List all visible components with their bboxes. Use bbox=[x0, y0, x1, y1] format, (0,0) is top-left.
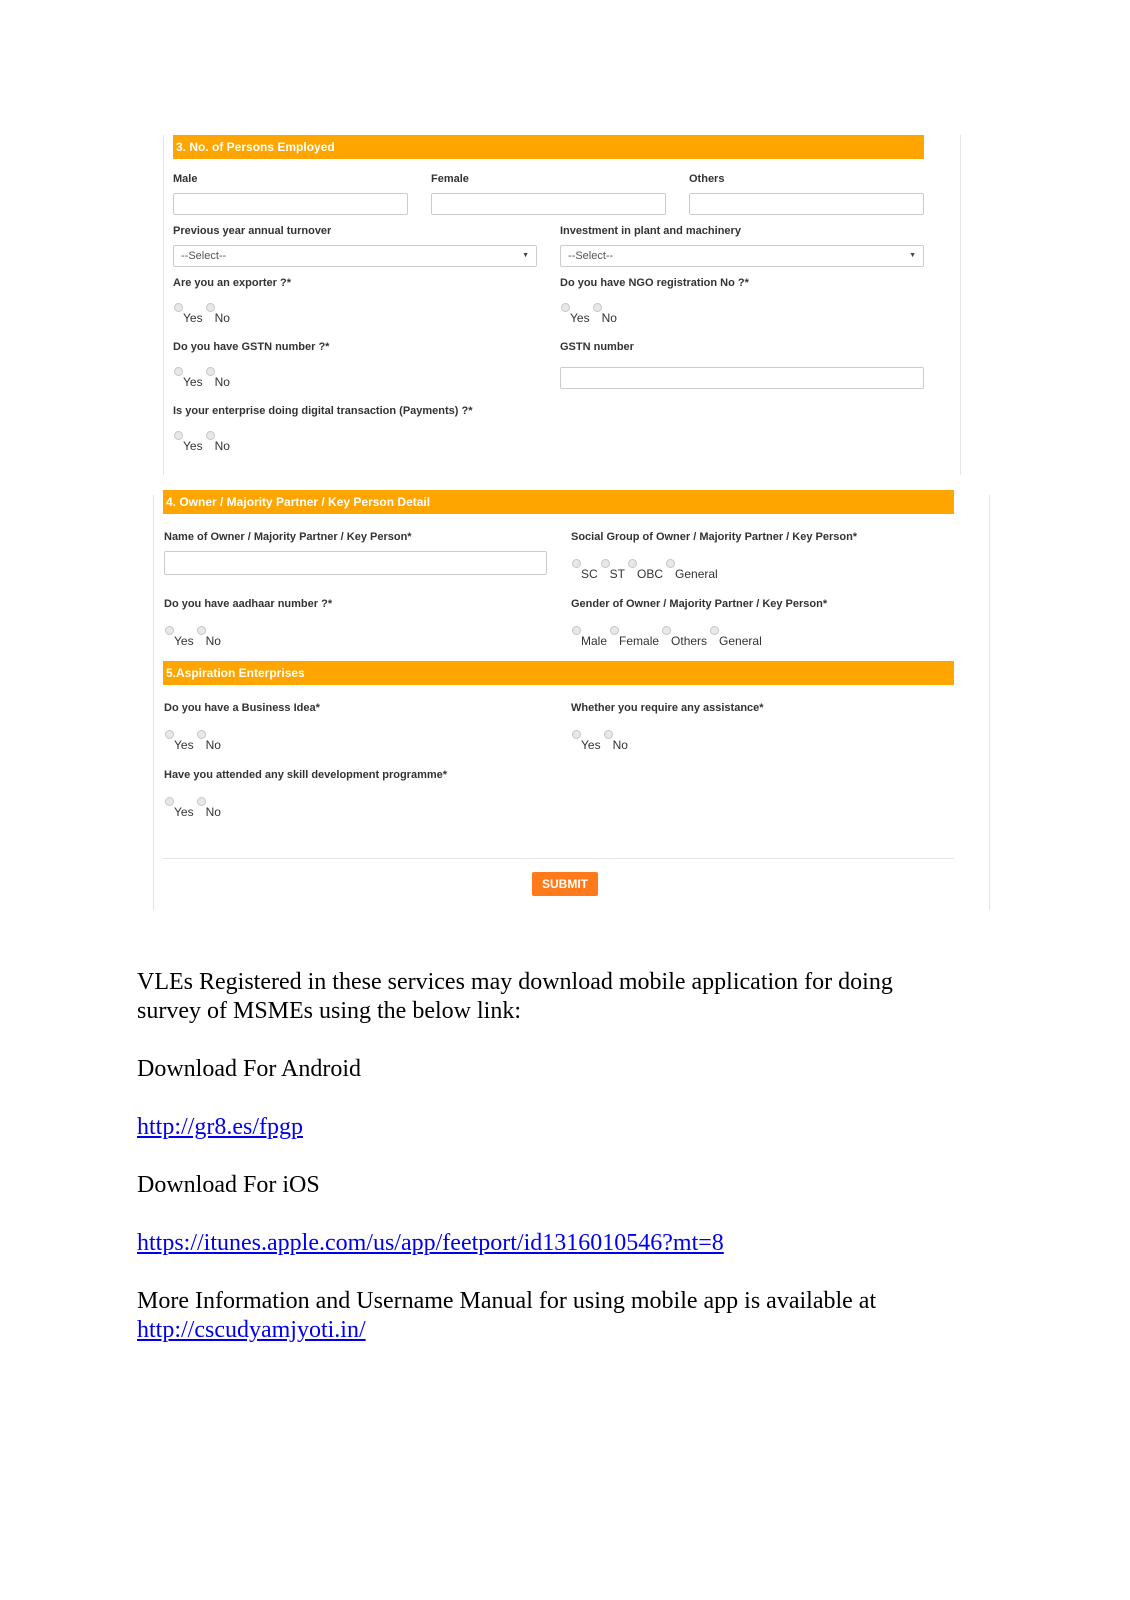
ngo-yes-radio[interactable]: Yes bbox=[561, 305, 590, 319]
info-line: More Information and Username Manual for using mobile app is available at bbox=[137, 1288, 877, 1314]
social-st-radio[interactable]: ST bbox=[601, 561, 625, 575]
others-label: Others bbox=[689, 173, 725, 185]
info-link[interactable]: http://cscudyamjyoti.in/ bbox=[137, 1317, 366, 1343]
radio-circle-icon bbox=[572, 730, 581, 739]
ngo-label: Do you have NGO registration No ?* bbox=[560, 277, 749, 289]
owner-name-input[interactable] bbox=[164, 551, 547, 575]
investment-select-value: --Select-- bbox=[568, 250, 614, 262]
skill-no-radio[interactable]: No bbox=[197, 799, 221, 813]
turnover-label: Previous year annual turnover bbox=[173, 225, 332, 237]
exporter-label: Are you an exporter ?* bbox=[173, 277, 291, 289]
radio-circle-icon bbox=[174, 303, 183, 312]
exporter-yes-radio[interactable]: Yes bbox=[174, 305, 203, 319]
female-input[interactable] bbox=[431, 193, 666, 215]
male-label: Male bbox=[173, 173, 198, 185]
social-obc-radio[interactable]: OBC bbox=[628, 561, 663, 575]
social-group-label: Social Group of Owner / Majority Partner / Key Person* bbox=[571, 531, 858, 543]
aadhaar-yes-radio[interactable]: Yes bbox=[165, 628, 194, 642]
section5-header: 5.Aspiration Enterprises bbox=[163, 661, 954, 685]
submit-button[interactable]: SUBMIT bbox=[532, 872, 598, 896]
aadhaar-label: Do you have aadhaar number ?* bbox=[164, 598, 333, 610]
gender-male-radio[interactable]: Male bbox=[572, 628, 607, 642]
chevron-down-icon: ▼ bbox=[522, 252, 529, 259]
radio-circle-icon bbox=[197, 626, 206, 635]
skill-yes-radio[interactable]: Yes bbox=[165, 799, 194, 813]
idea-yes-radio[interactable]: Yes bbox=[165, 732, 194, 746]
digital-yes-radio[interactable]: Yes bbox=[174, 433, 203, 447]
radio-circle-icon bbox=[601, 559, 610, 568]
assist-yes-radio[interactable]: Yes bbox=[572, 732, 601, 746]
business-idea-label: Do you have a Business Idea* bbox=[164, 702, 320, 714]
skill-programme-label: Have you attended any skill development programme* bbox=[164, 769, 448, 781]
owner-name-label: Name of Owner / Majority Partner / Key Person* bbox=[164, 531, 412, 543]
radio-circle-icon bbox=[666, 559, 675, 568]
radio-circle-icon bbox=[593, 303, 602, 312]
aadhaar-no-radio[interactable]: No bbox=[197, 628, 221, 642]
radio-circle-icon bbox=[628, 559, 637, 568]
gender-female-radio[interactable]: Female bbox=[610, 628, 659, 642]
radio-circle-icon bbox=[710, 626, 719, 635]
gstn-yes-radio[interactable]: Yes bbox=[174, 369, 203, 383]
chevron-down-icon: ▼ bbox=[909, 252, 916, 259]
android-link[interactable]: http://gr8.es/fpgp bbox=[137, 1114, 303, 1140]
digital-radio-group bbox=[174, 433, 233, 453]
android-link-line bbox=[137, 1113, 303, 1142]
ngo-no-radio[interactable]: No bbox=[593, 305, 617, 319]
section4-header: 4. Owner / Majority Partner / Key Person Detail bbox=[163, 490, 954, 514]
radio-circle-icon bbox=[174, 431, 183, 440]
investment-label: Investment in plant and machinery bbox=[560, 225, 741, 237]
gender-others-radio[interactable]: Others bbox=[662, 628, 707, 642]
info-link-line bbox=[137, 1316, 366, 1345]
radio-circle-icon bbox=[572, 559, 581, 568]
section3-header: 3. No. of Persons Employed bbox=[173, 135, 924, 159]
gender-general-radio[interactable]: General bbox=[710, 628, 762, 642]
assist-no-radio[interactable]: No bbox=[604, 732, 628, 746]
gender-label: Gender of Owner / Majority Partner / Key Person* bbox=[571, 598, 828, 610]
radio-circle-icon bbox=[197, 797, 206, 806]
turnover-select-value: --Select-- bbox=[181, 250, 227, 262]
android-heading: Download For Android bbox=[137, 1056, 361, 1082]
aadhaar-radio-group bbox=[165, 628, 224, 648]
ngo-radio-group bbox=[561, 305, 620, 325]
gstn-no-radio[interactable]: No bbox=[206, 369, 230, 383]
radio-circle-icon bbox=[165, 626, 174, 635]
investment-select[interactable] bbox=[560, 245, 924, 267]
radio-circle-icon bbox=[561, 303, 570, 312]
radio-circle-icon bbox=[206, 367, 215, 376]
social-general-radio[interactable]: General bbox=[666, 561, 718, 575]
radio-circle-icon bbox=[662, 626, 671, 635]
ios-heading: Download For iOS bbox=[137, 1172, 320, 1198]
intro-line-2: survey of MSMEs using the below link: bbox=[137, 998, 521, 1024]
digital-transaction-label: Is your enterprise doing digital transaction (Payments) ?* bbox=[173, 405, 473, 417]
social-group-radio-group bbox=[572, 561, 721, 581]
radio-circle-icon bbox=[174, 367, 183, 376]
others-input[interactable] bbox=[689, 193, 924, 215]
assistance-label: Whether you require any assistance* bbox=[571, 702, 764, 714]
gstn-radio-group bbox=[174, 369, 233, 389]
exporter-no-radio[interactable]: No bbox=[206, 305, 230, 319]
digital-no-radio[interactable]: No bbox=[206, 433, 230, 447]
radio-circle-icon bbox=[604, 730, 613, 739]
radio-circle-icon bbox=[165, 797, 174, 806]
assistance-radio-group bbox=[572, 732, 631, 752]
radio-circle-icon bbox=[206, 303, 215, 312]
gstn-number-input[interactable] bbox=[560, 367, 924, 389]
intro-line-1: VLEs Registered in these services may download mobile application for doing bbox=[137, 969, 893, 995]
gstn-question-label: Do you have GSTN number ?* bbox=[173, 341, 330, 353]
idea-no-radio[interactable]: No bbox=[197, 732, 221, 746]
radio-circle-icon bbox=[572, 626, 581, 635]
radio-circle-icon bbox=[165, 730, 174, 739]
female-label: Female bbox=[431, 173, 469, 185]
radio-circle-icon bbox=[197, 730, 206, 739]
form-divider bbox=[163, 858, 954, 859]
gender-radio-group bbox=[572, 628, 765, 648]
gstn-number-label: GSTN number bbox=[560, 341, 634, 353]
ios-link-line bbox=[137, 1229, 724, 1258]
radio-circle-icon bbox=[206, 431, 215, 440]
social-sc-radio[interactable]: SC bbox=[572, 561, 598, 575]
skill-radio-group bbox=[165, 799, 224, 819]
ios-link[interactable]: https://itunes.apple.com/us/app/feetport/id1316010546?mt=8 bbox=[137, 1230, 724, 1256]
radio-circle-icon bbox=[610, 626, 619, 635]
male-input[interactable] bbox=[173, 193, 408, 215]
exporter-radio-group bbox=[174, 305, 233, 325]
business-idea-radio-group bbox=[165, 732, 224, 752]
turnover-select[interactable] bbox=[173, 245, 537, 267]
